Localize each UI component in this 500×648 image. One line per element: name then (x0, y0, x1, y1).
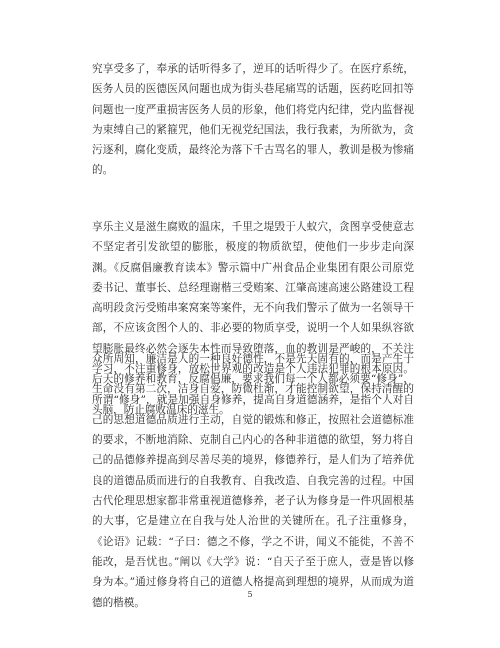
body-paragraph: 众所周知，廉洁是人的一种良好德性，不是先天固有的，而是产生于后天的修养和教育，反腐倡廉，要求我们每一个人都必须要“修身”，所谓“修身”，就是加强自身修养，提高自身道德涵养，是指个人对自己的思想道德品质进行主动，自觉的锻炼和修正，按照社会道德标准的要求，不断地消除、克制自己内心的各种非道德的欲望，努力将自己的品德修养提高到尽善尽美的境界，修德养行，是人们为了培养优良的道德品质而进行的自我教育、自我改造、自我完善的过程。中国古代伦理思想家都非常重视道德修养，老子认为修身是一件巩固根基的大事，它是建立在自我与处人治世的关键所在。孔子注重修身，《论语》记载：“子曰：德之不修，学之不讲，闻义不能徙，不善不能改，是吾忧也。”阐以《大学》说：“自天子至于庶人，壹是皆以修身为本。”通过修身将自己的道德人格提高到理想的境界，从而成为道德的楷模。 (92, 353, 414, 609)
page-number: 5 (247, 590, 253, 599)
body-paragraph: 享乐主义是滋生腐败的温床，千里之堤毁于人蚁穴，贪图享受使意志不坚定者引发欲望的膨胀，极度的物质欲望，使他们一步步走向深渊。《反腐倡廉教育读本》警示篇中广州食品企业集团有限公司原党委书记、董事长、总经理谢楷三受贿案、江肇高速高速公路建设工程高明段贪污受贿串案窝案等案件，无不向我们警示了做为一名领导干部，不应该贪图个人的、非必要的物质享受，说明一个人如果纵容欲望膨胀最终必然会逐失本性而导致堕落，血的教训是严峻的，不关注学习，不注重修身，放松世界观的改造是个人违法犯罪的根本原因。生命没有第二次，洁身自爱，防微杜渐，才能控制欲望，保持清醒的头脑，防止腐败温床的滋生。 (92, 221, 414, 416)
body-paragraph: 究享受多了，奉承的话听得多了，逆耳的话听得少了。在医疗系统，医务人员的医德医风问题也成为街头巷尾痛骂的话题，医药吃回扣等问题也一度严重损害医务人员的形象，他们将党内纪律，党内监督视为束缚自己的紧箍咒，他们无视党纪国法，我行我素，为所欲为，贪污逐利，腐化变质，最终沦为落下千古骂名的罪人，教训是极为惨痛的。 (92, 63, 414, 177)
